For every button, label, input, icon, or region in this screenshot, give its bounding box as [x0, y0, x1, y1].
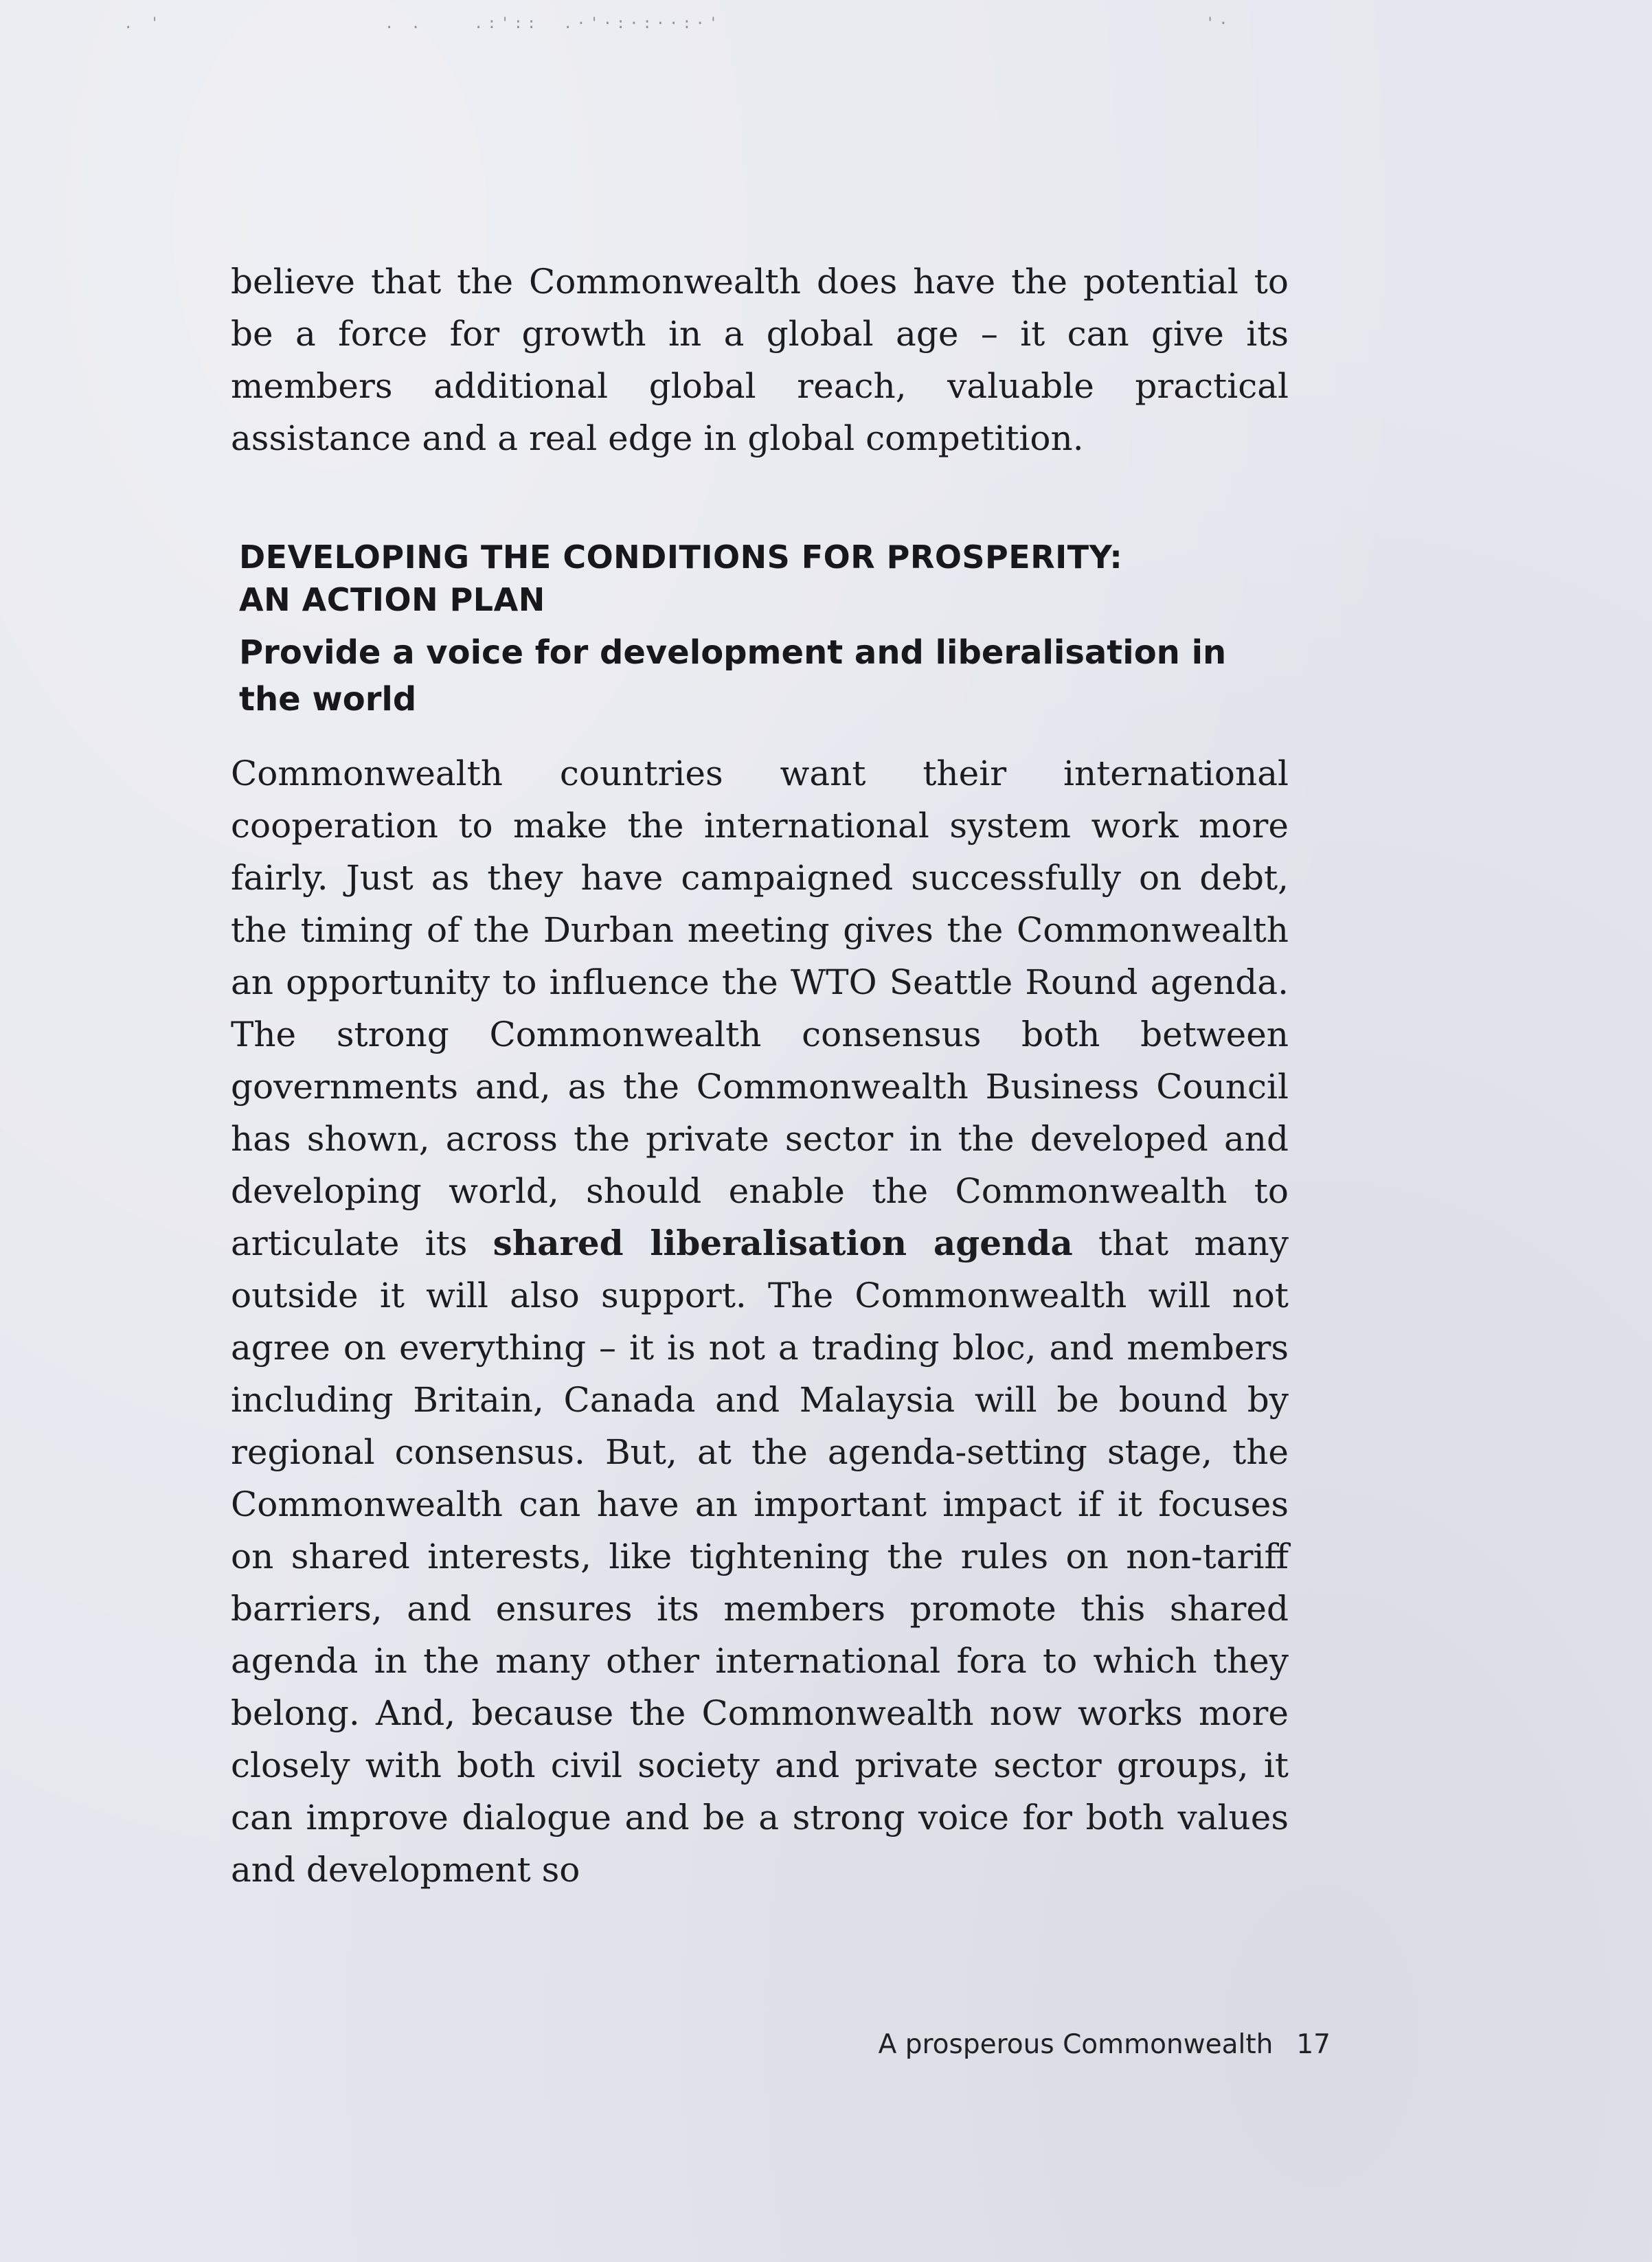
section-subheading: Provide a voice for development and liberalisation in the world	[239, 633, 1227, 719]
body-paragraph	[231, 747, 1289, 1896]
section-heading-line-2: AN ACTION PLAN	[239, 581, 545, 618]
running-title: A prosperous Commonwealth	[878, 2029, 1274, 2060]
page-text	[231, 256, 1289, 1896]
page-footer	[879, 2029, 1331, 2060]
bold-phrase: shared liberalisation agenda	[493, 1223, 1073, 1263]
scan-artifacts: . ' . . .:':: .·'·:·:··:·' '·	[124, 15, 1232, 32]
section-heading-line-1: DEVELOPING THE CONDITIONS FOR PROSPERITY:	[239, 539, 1123, 576]
section-heading	[239, 536, 1289, 621]
intro-paragraph: believe that the Commonwealth does have the potential to be a force for growth in a global age – it can give its members additional global reach, valuable practical assistance and a real edge in global competition.	[231, 262, 1289, 458]
body-text-part-2: that many outside it will also support. The Commonwealth will not agree on everything – it is not a trading bloc, and members including Britain, Canada and Malaysia will be bound by regional consensus. But, at the agenda-setting stage, the Commonwealth can have an important impact if it focuses on shared interests, like tightening the rules on non-tariff barriers, and ensures its members promote this shared agenda in the many other international fora to which they belong. And, because the Commonwealth now works more closely with both civil society and private sector groups, it can improve dialogue and be a strong voice for both values and development so	[231, 1223, 1289, 1890]
page-number: 17	[1296, 2029, 1331, 2060]
body-text-part-1: Commonwealth countries want their international cooperation to make the international system work more fairly. Just as they have campaigned successfully on debt, the timing of the Durban meeting gives the Commonwealth an opportunity to influence the WTO Seattle Round agenda. The strong Commonwealth consensus both between governments and, as the Commonwealth Business Council has shown, across the private sector in the developed and developing world, should enable the Commonwealth to articulate its	[231, 754, 1289, 1263]
